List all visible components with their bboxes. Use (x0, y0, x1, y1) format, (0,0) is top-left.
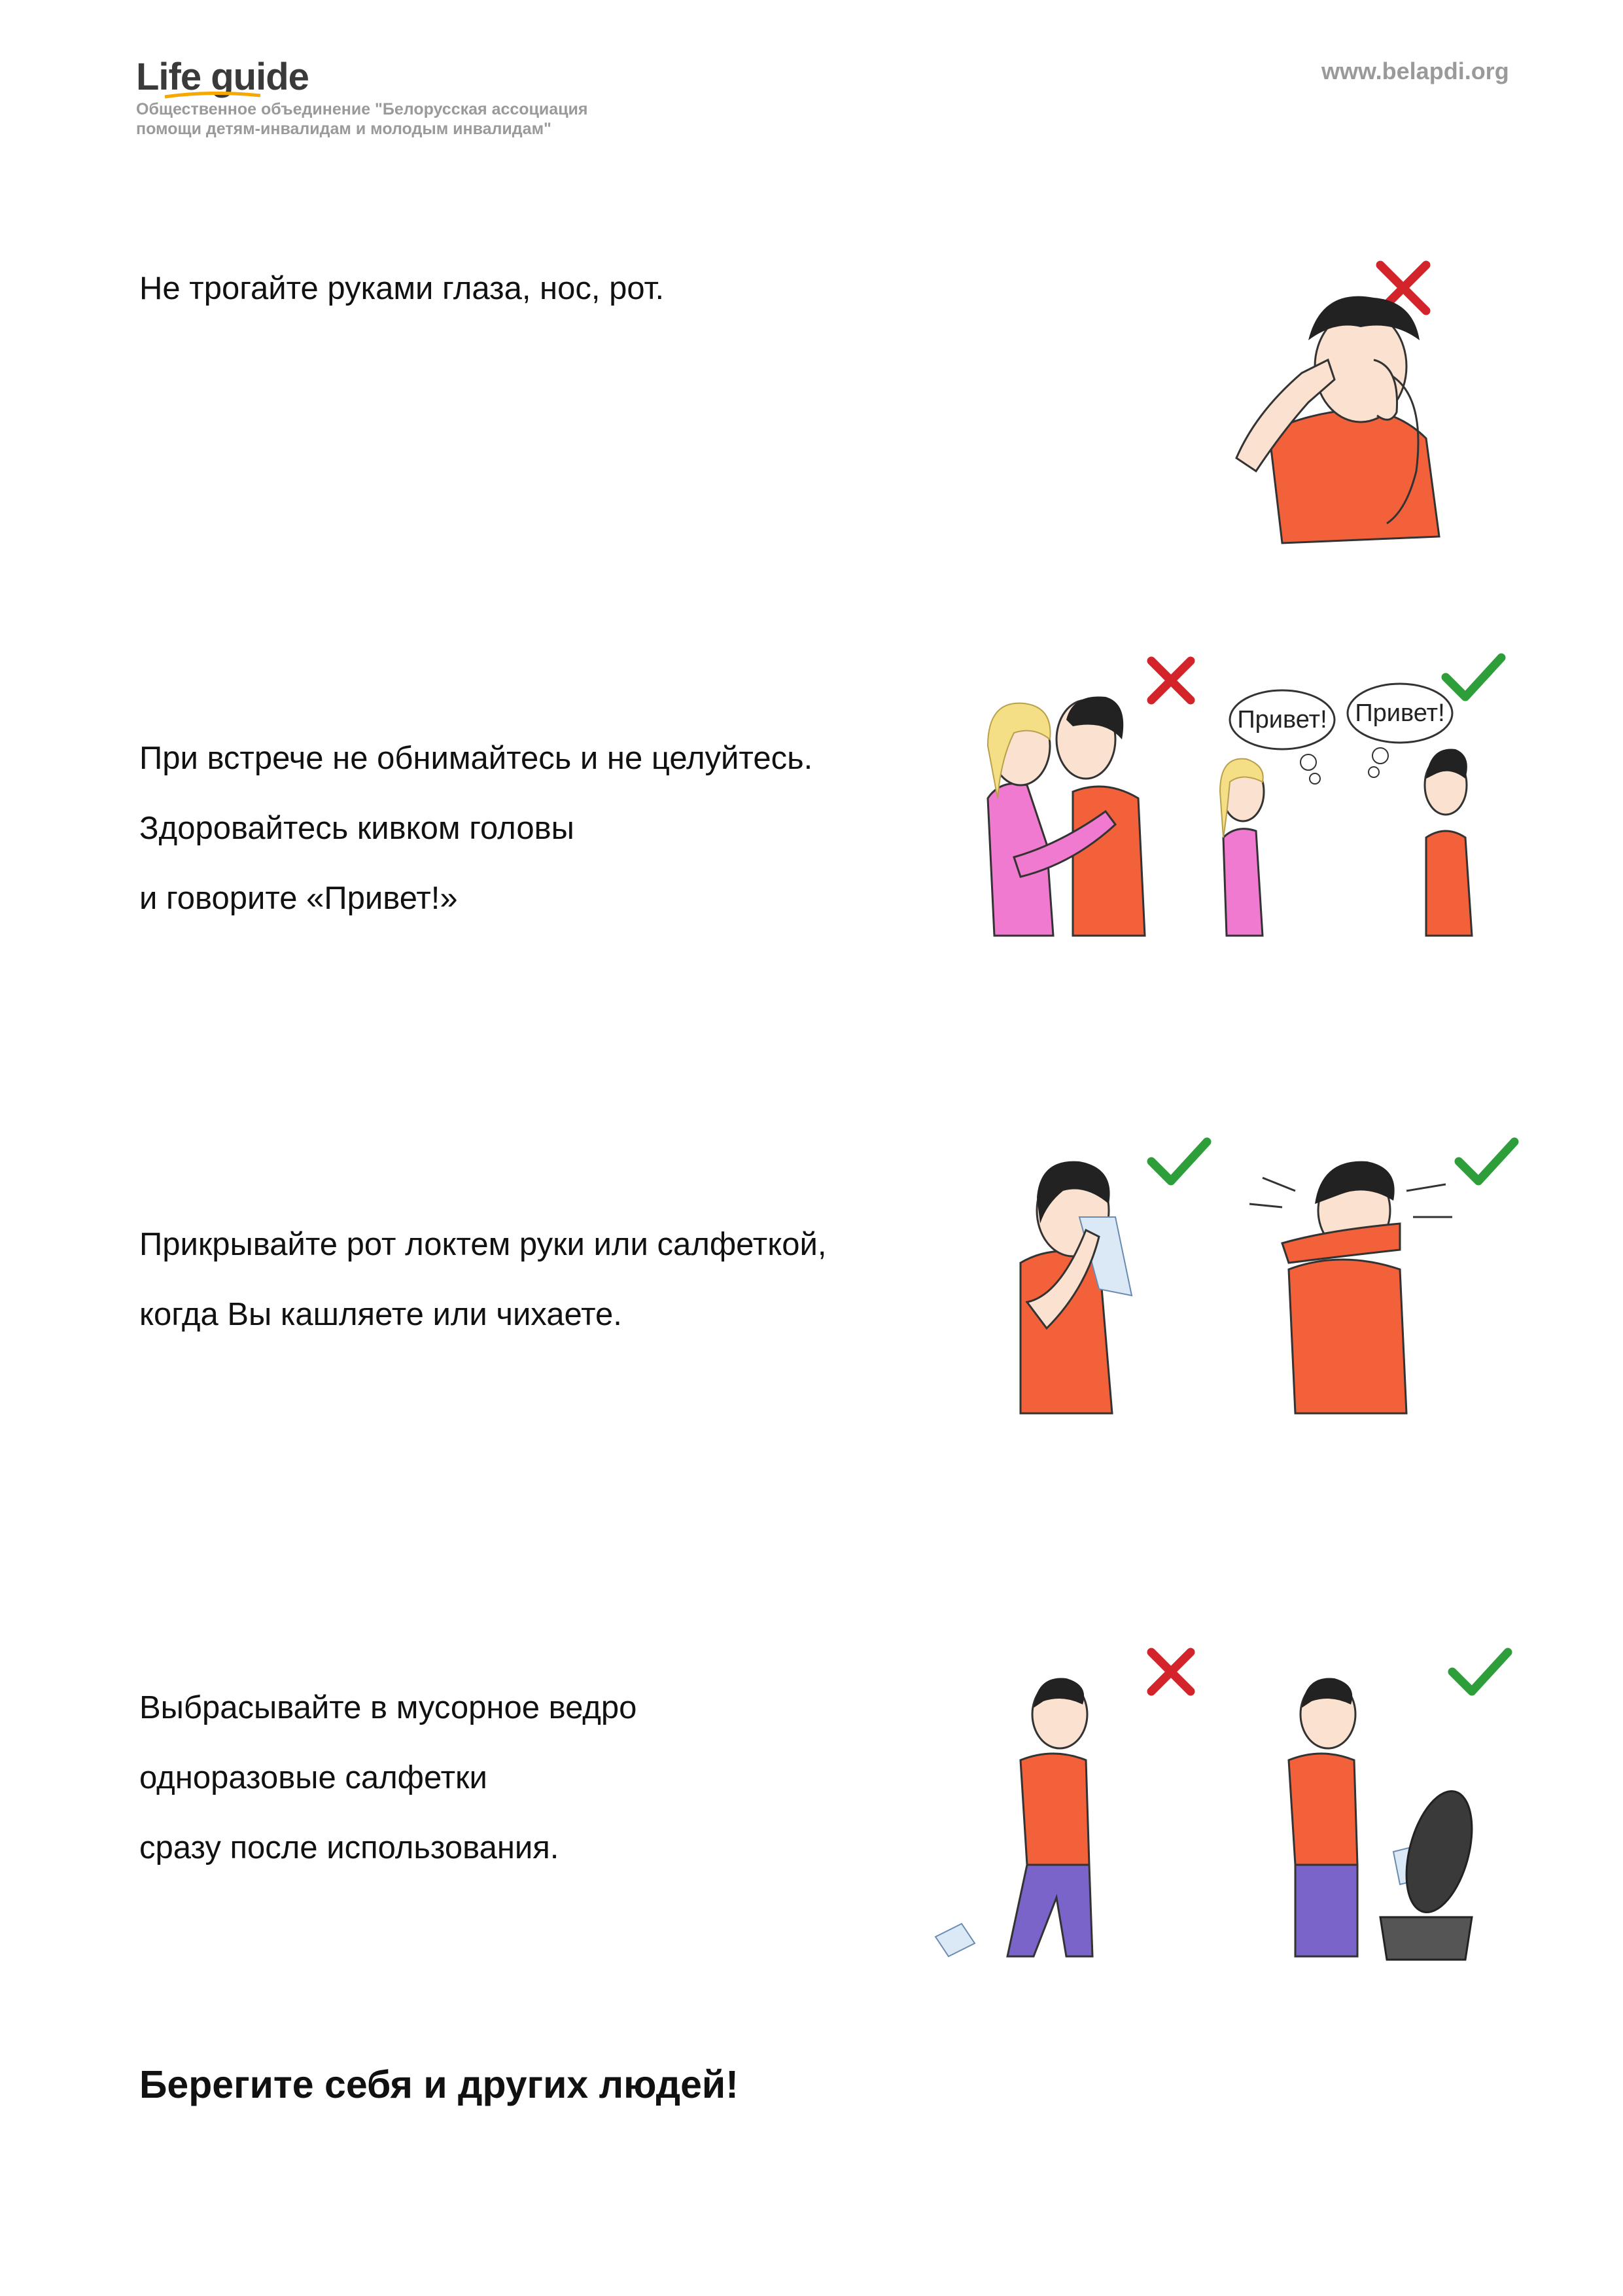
logo-swoosh (164, 92, 262, 99)
illustration-covering-cough (1001, 1132, 1511, 1426)
illustration-touching-face (1230, 262, 1478, 550)
greeting-pair (1220, 684, 1472, 936)
rule-3-line-1: Прикрывайте рот локтем руки или салфеткой, (139, 1227, 827, 1262)
rule-4-line-3: сразу после использования. (139, 1830, 559, 1865)
person-with-tissue (1021, 1161, 1132, 1413)
rule-4-text (139, 1691, 637, 1865)
green-check-icon (1151, 1142, 1207, 1181)
green-check-icon (1446, 658, 1501, 697)
website-link[interactable]: www.belapdi.org (1321, 58, 1509, 84)
person-throwing-into-bin (1289, 1678, 1484, 1960)
rule-1-line-1: Не трогайте руками глаза, нос, рот. (139, 271, 665, 306)
organization-name (136, 99, 633, 139)
rule-2-line-1: При встрече не обнимайтесь и не целуйтесь. (139, 741, 813, 776)
rule-2-line-2: Здоровайтесь кивком головы (139, 811, 574, 846)
illustration-tissue-disposal (922, 1636, 1511, 1963)
speech-bubble-right-text: Привет! (1355, 699, 1445, 727)
rule-4-line-1: Выбрасывайте в мусорное ведро (139, 1690, 637, 1725)
red-cross-icon (1151, 1652, 1191, 1691)
red-cross-icon (1151, 661, 1191, 700)
speech-bubble-left-text: Привет! (1237, 706, 1327, 733)
rule-4-line-2: одноразовые салфетки (139, 1760, 487, 1795)
hugging-couple (988, 696, 1145, 936)
rule-2-line-3: и говорите «Привет!» (139, 881, 458, 916)
trash-bin (1380, 1784, 1484, 1960)
logo: Life guide (136, 56, 309, 98)
closing-message: Берегите себя и других людей! (139, 2063, 739, 2106)
green-check-icon (1452, 1652, 1508, 1691)
rule-1-text (139, 272, 664, 306)
rule-3-text (139, 1227, 826, 1332)
organization-line-1: Общественное объединение "Белорусская ассоциация (136, 100, 588, 118)
illustration-greeting (975, 648, 1537, 949)
green-check-icon (1459, 1142, 1514, 1181)
person-dropping-tissue (935, 1678, 1092, 1956)
person-coughing-elbow (1249, 1161, 1452, 1413)
rule-3-line-2: когда Вы кашляете или чихаете. (139, 1297, 622, 1332)
organization-line-2: помощи детям-инвалидам и молодым инвалидам" (136, 120, 551, 138)
rule-2-text (139, 741, 812, 915)
